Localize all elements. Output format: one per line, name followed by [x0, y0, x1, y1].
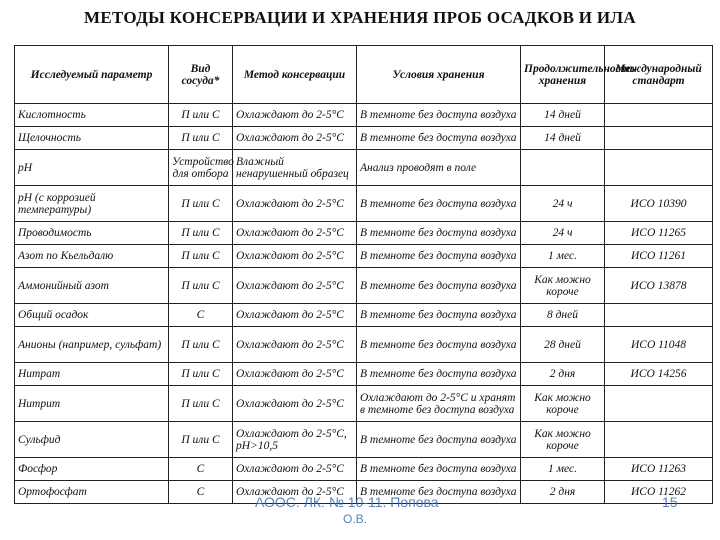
cell-standard: ИСО 10390: [605, 186, 713, 222]
cell-conditions: Охлаждают до 2-5°С и хранят в темноте без доступа воздуха: [357, 386, 521, 422]
cell-duration: 14 дней: [521, 127, 605, 150]
cell-method: Охлаждают до 2-5°С: [233, 222, 357, 245]
cell-standard: [605, 422, 713, 458]
header-standard: Международный стандарт: [605, 46, 713, 104]
cell-parameter: Нитрат: [15, 363, 169, 386]
cell-vessel: С: [169, 304, 233, 327]
cell-conditions: В темноте без доступа воздуха: [357, 304, 521, 327]
cell-conditions: В темноте без доступа воздуха: [357, 127, 521, 150]
cell-standard: [605, 127, 713, 150]
cell-method: Охлаждают до 2-5°С: [233, 245, 357, 268]
cell-duration: 2 дня: [521, 363, 605, 386]
cell-standard: ИСО 11048: [605, 327, 713, 363]
cell-duration: 2 дня: [521, 481, 605, 504]
cell-vessel: П или С: [169, 186, 233, 222]
cell-method: Охлаждают до 2-5°С: [233, 481, 357, 504]
cell-vessel: П или С: [169, 363, 233, 386]
page-title: МЕТОДЫ КОНСЕРВАЦИИ И ХРАНЕНИЯ ПРОБ ОСАДКОВ И ИЛА: [84, 8, 636, 27]
cell-method: Влажный ненарушенный образец: [233, 150, 357, 186]
table-row: [15, 104, 713, 127]
table-row: [15, 268, 713, 304]
header-vessel: Вид сосуда*: [169, 46, 233, 104]
table-row: [15, 304, 713, 327]
cell-vessel: П или С: [169, 422, 233, 458]
cell-conditions: В темноте без доступа воздуха: [357, 363, 521, 386]
header-method: Метод консервации: [233, 46, 357, 104]
cell-vessel: П или С: [169, 245, 233, 268]
cell-standard: [605, 304, 713, 327]
cell-standard: ИСО 14256: [605, 363, 713, 386]
cell-conditions: В темноте без доступа воздуха: [357, 422, 521, 458]
cell-vessel: С: [169, 481, 233, 504]
cell-parameter: Сульфид: [15, 422, 169, 458]
cell-parameter: pH: [15, 150, 169, 186]
cell-vessel: П или С: [169, 104, 233, 127]
cell-parameter: Кислотность: [15, 104, 169, 127]
table-row: [15, 458, 713, 481]
cell-method: Охлаждают до 2-5°С: [233, 386, 357, 422]
cell-vessel: П или С: [169, 222, 233, 245]
cell-parameter: Азот по Кьельдалю: [15, 245, 169, 268]
cell-duration: Как можно короче: [521, 422, 605, 458]
footer-text-2: О.В.: [343, 512, 368, 526]
cell-duration: 1 мес.: [521, 458, 605, 481]
table-header-row: [15, 46, 713, 104]
cell-conditions: В темноте без доступа воздуха: [357, 327, 521, 363]
cell-parameter: Фосфор: [15, 458, 169, 481]
cell-conditions: В темноте без доступа воздуха: [357, 222, 521, 245]
table-row: [15, 327, 713, 363]
cell-parameter: Проводимость: [15, 222, 169, 245]
table-row: [15, 186, 713, 222]
cell-standard: ИСО 11261: [605, 245, 713, 268]
cell-method: Охлаждают до 2-5°С: [233, 304, 357, 327]
cell-vessel: П или С: [169, 386, 233, 422]
cell-standard: ИСО 11263: [605, 458, 713, 481]
cell-parameter: Ортофосфат: [15, 481, 169, 504]
cell-duration: 24 ч: [521, 186, 605, 222]
cell-method: Охлаждают до 2-5°С: [233, 458, 357, 481]
cell-method: Охлаждают до 2-5°С: [233, 104, 357, 127]
cell-conditions: В темноте без доступа воздуха: [357, 186, 521, 222]
cell-standard: [605, 150, 713, 186]
cell-method: Охлаждают до 2-5°С: [233, 186, 357, 222]
cell-conditions: Анализ проводят в поле: [357, 150, 521, 186]
cell-conditions: В темноте без доступа воздуха: [357, 268, 521, 304]
cell-duration: Как можно короче: [521, 386, 605, 422]
footer-text: АООС. ЛК. № 10-11. Попова: [255, 494, 439, 510]
table-row: [15, 386, 713, 422]
cell-standard: ИСО 13878: [605, 268, 713, 304]
cell-conditions: В темноте без доступа воздуха: [357, 104, 521, 127]
cell-duration: 24 ч: [521, 222, 605, 245]
cell-duration: 28 дней: [521, 327, 605, 363]
cell-duration: [521, 150, 605, 186]
cell-method: Охлаждают до 2-5°С: [233, 268, 357, 304]
table-row: [15, 222, 713, 245]
table-row: [15, 127, 713, 150]
cell-conditions: В темноте без доступа воздуха: [357, 245, 521, 268]
cell-parameter: Анионы (например, сульфат): [15, 327, 169, 363]
cell-vessel: П или С: [169, 268, 233, 304]
cell-duration: 14 дней: [521, 104, 605, 127]
cell-standard: [605, 104, 713, 127]
cell-duration: 1 мес.: [521, 245, 605, 268]
cell-standard: [605, 386, 713, 422]
cell-parameter: Щелочность: [15, 127, 169, 150]
cell-method: Охлаждают до 2-5°С: [233, 127, 357, 150]
storage-methods-table: [14, 45, 712, 504]
cell-standard: ИСО 11265: [605, 222, 713, 245]
cell-method: Охлаждают до 2-5°С: [233, 363, 357, 386]
table-row: [15, 150, 713, 186]
cell-vessel: С: [169, 458, 233, 481]
cell-method: Охлаждают до 2-5°С: [233, 327, 357, 363]
cell-method: Охлаждают до 2-5°С, pH>10,5: [233, 422, 357, 458]
table-row: [15, 363, 713, 386]
table-row: [15, 422, 713, 458]
cell-parameter: Общий осадок: [15, 304, 169, 327]
header-duration: Продолжительность хранения: [521, 46, 605, 104]
cell-vessel: П или С: [169, 127, 233, 150]
cell-duration: 8 дней: [521, 304, 605, 327]
cell-parameter: Аммонийный азот: [15, 268, 169, 304]
cell-vessel: Устройство для отбора: [169, 150, 233, 186]
page-number: 15: [662, 494, 678, 510]
cell-duration: Как можно короче: [521, 268, 605, 304]
header-parameter: Исследуемый параметр: [15, 46, 169, 104]
cell-parameter: pH (с коррозией температуры): [15, 186, 169, 222]
cell-conditions: В темноте без доступа воздуха: [357, 458, 521, 481]
cell-vessel: П или С: [169, 327, 233, 363]
table-row: [15, 245, 713, 268]
cell-parameter: Нитрит: [15, 386, 169, 422]
cell-conditions: В темноте без доступа воздуха: [357, 481, 521, 504]
header-conditions: Условия хранения: [357, 46, 521, 104]
cell-standard: ИСО 11262: [605, 481, 713, 504]
